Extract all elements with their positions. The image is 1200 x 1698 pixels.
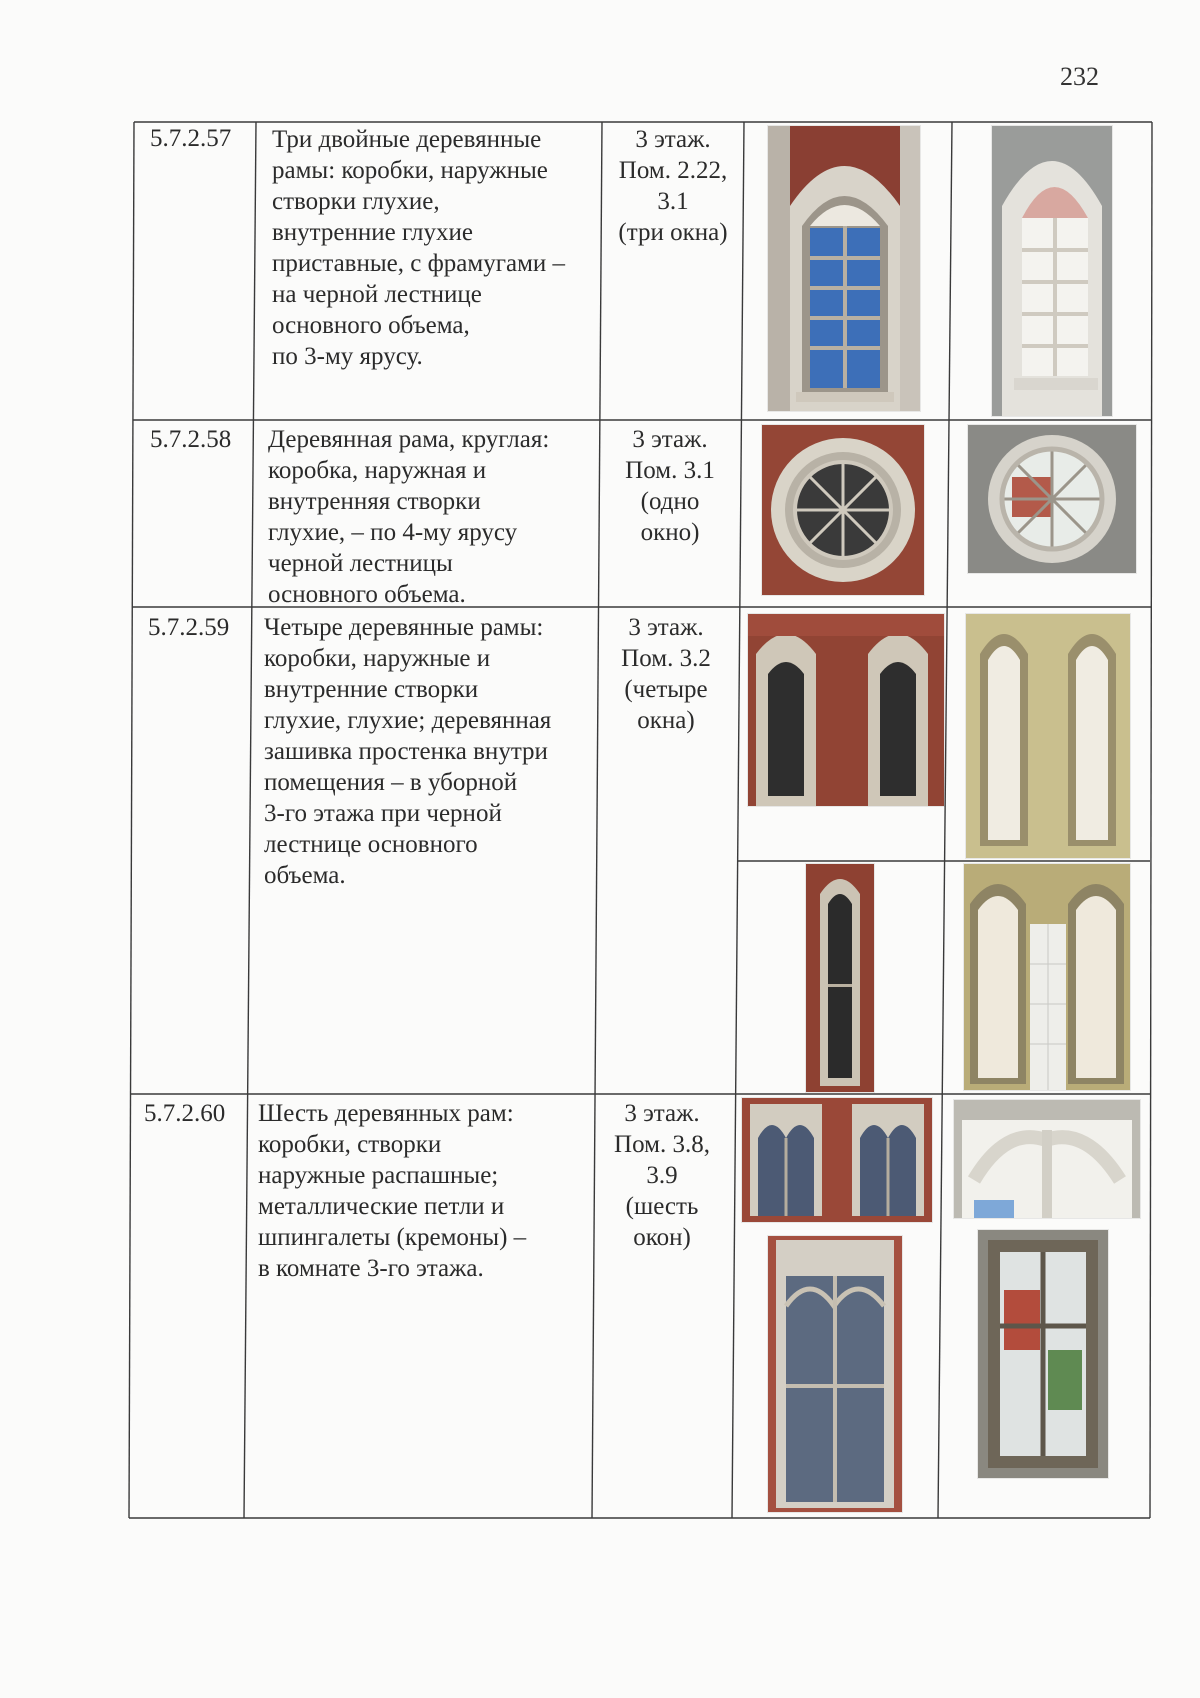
window-photo — [768, 1236, 902, 1512]
row-location: 3 этаж. Пом. 3.2 (четыре окна) — [621, 614, 711, 734]
row-number: 5.7.2.58 — [150, 426, 232, 453]
window-photo — [964, 864, 1130, 1090]
window-photo — [992, 126, 1112, 416]
window-photo — [954, 1100, 1140, 1218]
row-description: Шесть деревянных рам: коробки, створки наружные распашные; металлические петли и шпингалеты (кремоны) – в комнате 3-го этажа. — [258, 1100, 527, 1282]
page-number: 232 — [1060, 62, 1099, 91]
row-location: 3 этаж. Пом. 3.1 (одно окно) — [625, 426, 715, 546]
row-description: Деревянная рама, круглая: коробка, наружная и внутренняя створки глухие, – по 4-му ярусу черной лестницы основного объема. — [268, 426, 550, 608]
row-number: 5.7.2.59 — [148, 614, 230, 641]
round-window-photo — [762, 425, 924, 595]
row-number: 5.7.2.57 — [150, 125, 232, 152]
window-photo — [978, 1230, 1108, 1478]
window-photo — [806, 864, 874, 1092]
row-location: 3 этаж. Пом. 2.22, 3.1 (три окна) — [618, 126, 728, 246]
row-location: 3 этаж. Пом. 3.8, 3.9 (шесть окон) — [614, 1100, 710, 1251]
window-photo — [748, 614, 944, 806]
window-photo — [742, 1098, 932, 1222]
row-description: Четыре деревянные рамы: коробки, наружные и внутренние створки глухие, глухие; деревянная зашивка простенка внутри помещения – в уборной 3-го этажа при черной лестнице основного объема. — [264, 614, 552, 889]
round-window-photo — [968, 425, 1136, 573]
window-photo — [768, 126, 920, 411]
row-description: Три двойные деревянные рамы: коробки, наружные створки глухие, внутренние глухие приставные, с фрамугами – на черной лестнице основного объема, по 3-му ярусу. — [272, 126, 566, 370]
window-photo — [966, 614, 1130, 858]
row-number: 5.7.2.60 — [144, 1100, 226, 1127]
